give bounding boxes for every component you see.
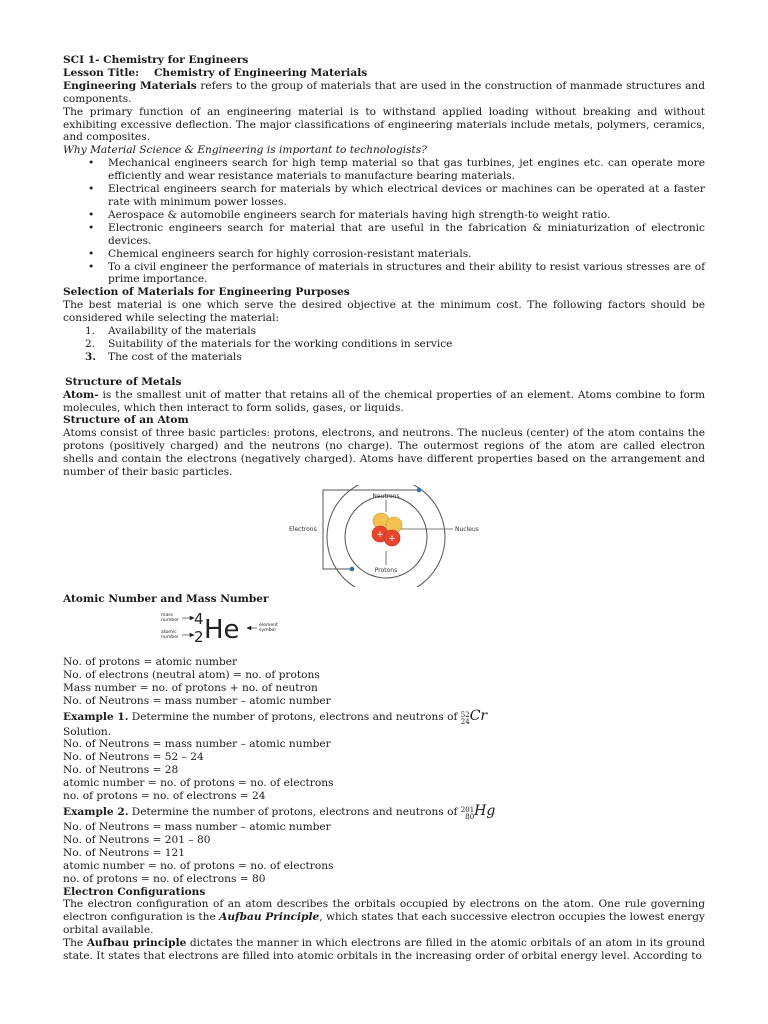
cr-symbol: Cr: [469, 707, 488, 724]
example-1-text: Determine the number of protons, electrons and neutrons of: [128, 710, 461, 723]
why-heading: Why Material Science & Engineering is important to technologists?: [63, 144, 427, 157]
course-line: SCI 1- Chemistry for Engineers: [63, 54, 249, 66]
list-text: Suitability of the materials for the working conditions in service: [108, 337, 453, 350]
electron-leader-line: [323, 490, 417, 569]
hg-mass-number: 201: [460, 805, 475, 814]
rule-line: No. of electrons (neutral atom) = no. of protons: [63, 668, 320, 681]
rule-line: Mass number = no. of protons + no. of neutron: [63, 681, 318, 694]
example-1-question: [63, 707, 705, 726]
atom-diagram: [63, 485, 705, 587]
atom-definition-text: is the smallest unit of matter that retains all of the chemical properties of an element. Atoms combine to form molecules, which then interact to form solids, gases, or liquids.: [63, 388, 705, 414]
paragraph-text: dictates the manner in which electrons are filled in the atomic orbitals of an atom in its ground state. It states that electrons are filled into atomic orbitals in the increasing order of orbital energy level. According to: [63, 937, 705, 963]
electron-config-paragraph-2: [63, 937, 705, 963]
solution-label: Solution.: [63, 725, 112, 738]
solution-line: No. of Neutrons = 52 – 24: [63, 751, 204, 764]
selection-heading: Selection of Materials for Engineering Purposes: [63, 286, 350, 299]
electron-particle: [417, 488, 422, 493]
why-bullet-list: [63, 157, 705, 286]
example-2-question: [63, 802, 705, 821]
element-symbol-label: symbol: [259, 627, 276, 633]
atomic-rules: [63, 656, 705, 708]
lesson-title: Chemistry of Engineering Materials: [154, 66, 368, 79]
atom-diagram-svg: [63, 485, 705, 587]
atomic-number-heading: Atomic Number and Mass Number: [63, 593, 269, 605]
list-item: • Electronic engineers search for material that are useful in the fabrication & miniaturization of electronic devices.: [108, 222, 705, 248]
protons-label: Protons: [374, 567, 398, 574]
list-item: • Chemical engineers search for highly corrosion-resistant materials.: [108, 248, 705, 261]
hg-atomic-number: 80: [465, 812, 475, 821]
engineering-materials-definition: [63, 80, 705, 106]
list-number: 1.: [85, 325, 96, 338]
list-text: The cost of the materials: [108, 350, 242, 363]
paragraph-text: The: [63, 937, 87, 950]
solution-line: No. of Neutrons = mass number – atomic number: [63, 738, 331, 751]
element-symbol-label: element: [259, 622, 278, 628]
list-item: • To a civil engineer the performance of materials in structures and their ability to resist various stresses are of prime importance.: [108, 261, 705, 287]
aufbau-term: Aufbau Principle: [219, 911, 320, 924]
solution-line: No. of Neutrons = 28: [63, 764, 179, 777]
mass-number-label: number: [161, 617, 179, 623]
paragraph-text: , which states that each successive electron occupies the lowest energy orbital available.: [63, 911, 705, 937]
helium-notation-svg: [63, 608, 705, 654]
hg-symbol: Hg: [474, 802, 496, 819]
engineering-materials-term: Engineering Materials: [63, 79, 197, 92]
mass-number-value: 4: [194, 609, 204, 628]
definition-text: refers to the group of materials that are used in the construction of manmade structures and components.: [63, 79, 706, 105]
nucleus-label: Nucleus: [455, 526, 479, 533]
atom-term: Atom-: [63, 388, 99, 401]
list-number: 2.: [85, 337, 96, 350]
rule-line: No. of protons = atomic number: [63, 655, 238, 668]
element-symbol: He: [204, 614, 240, 645]
paragraph-text: The electron configuration of an atom describes the orbitals occupied by electrons on the atom. One rule governing electron configuration is the: [63, 898, 705, 924]
hg-isotope-numbers: [461, 807, 474, 821]
primary-function-paragraph: The primary function of an engineering material is to withstand applied loading without breaking and without exhibiting excessive deflection. The major classifications of engineering materials include metals, polymers, ceramics, and composites.: [63, 105, 705, 144]
structure-of-atom-paragraph: Atoms consist of three basic particles: protons, electrons, and neutrons. The nucleus (center) of the atom contains the protons (positively charged) and the neutrons (no charge). The outermost regions of the atom are called electron shells and contain the electrons (negatively charged). Atoms have different properties based on the arrangement and number of their basic particles.: [63, 427, 705, 479]
example-2-text: Determine the number of protons, electrons and neutrons of: [128, 805, 461, 818]
neutrons-label: Neutrons: [372, 493, 400, 500]
document-page: [63, 54, 705, 963]
structure-of-atom-heading: Structure of an Atom: [63, 414, 189, 427]
solution-line: No. of Neutrons = mass number – atomic number: [63, 820, 331, 833]
example-1-label: Example 1.: [63, 710, 129, 723]
structure-of-metals-heading: Structure of Metals: [65, 375, 182, 388]
mass-number-label: mass: [161, 612, 174, 618]
list-item: • Electrical engineers search for materials by which electrical devices or machines can be operated at a faster rate with minimum power losses.: [108, 183, 705, 209]
list-item: [85, 325, 705, 338]
solution-line: No. of Neutrons = 121: [63, 846, 186, 859]
solution-line: no. of protons = no. of electrons = 80: [63, 872, 266, 885]
lesson-title-label: Lesson Title:: [63, 66, 140, 79]
electron-config-paragraph-1: [63, 898, 705, 937]
proton-charge-label: +: [376, 530, 384, 540]
selection-paragraph: The best material is one which serve the desired objective at the minimum cost. The following factors should be considered while selecting the material:: [63, 299, 705, 325]
list-item: • Aerospace & automobile engineers search for materials having high strength-to weight ratio.: [108, 209, 705, 222]
list-item: [85, 350, 705, 364]
list-item: [85, 337, 705, 351]
rule-line: No. of Neutrons = mass number – atomic number: [63, 694, 331, 707]
atom-definition: [63, 389, 705, 415]
aufbau-term: Aufbau principle: [86, 937, 187, 950]
electrons-label: Electrons: [289, 526, 317, 533]
list-text: Availability of the materials: [108, 325, 257, 338]
cr-atomic-number: 24: [460, 717, 470, 726]
cr-mass-number: 52: [460, 710, 470, 719]
electron-particle: [350, 567, 355, 572]
solution-line: no. of protons = no. of electrons = 24: [63, 790, 266, 803]
list-number: 3.: [85, 350, 97, 363]
solution-line: atomic number = no. of protons = no. of electrons: [63, 777, 334, 790]
list-item: • Mechanical engineers search for high temp material so that gas turbines, jet engines etc. can operate more efficiently and wear resistance materials to manufacture bearing materials.: [108, 157, 705, 183]
atomic-number-label: atomic: [161, 629, 177, 635]
helium-notation-figure: [63, 608, 705, 654]
example-2-label: Example 2.: [63, 805, 129, 818]
cr-isotope-numbers: [461, 712, 470, 726]
solution-line: No. of Neutrons = 201 – 80: [63, 833, 211, 846]
electron-configurations-heading: Electron Configurations: [63, 885, 206, 898]
proton-charge-label: +: [388, 534, 396, 544]
lesson-title-line: [63, 67, 705, 80]
selection-factor-list: [63, 325, 705, 364]
atomic-number-label: number: [161, 634, 179, 640]
solution-line: atomic number = no. of protons = no. of electrons: [63, 859, 334, 872]
atomic-number-value: 2: [194, 627, 204, 646]
